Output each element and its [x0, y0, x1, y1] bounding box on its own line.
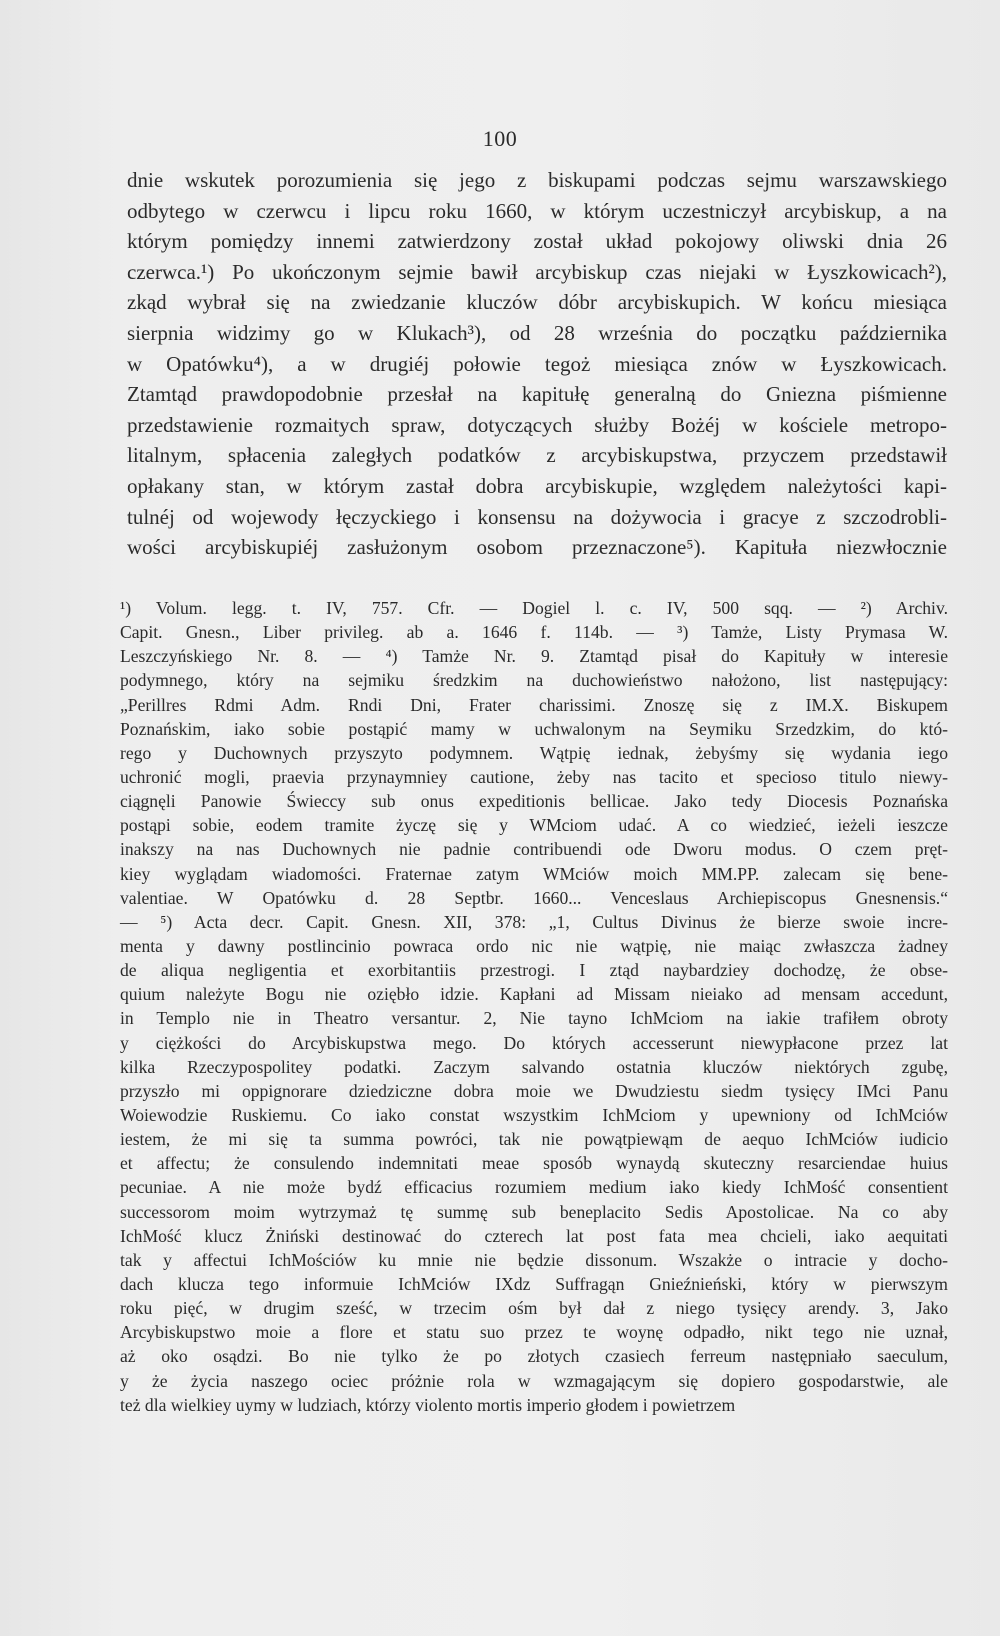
body-line: sierpnia widzimy go w Klukach³), od 28 września do początku października	[127, 320, 947, 345]
footnote-line: aż oko osądzi. Bo nie tylko że po złotych czasiech ferreum następniało saeculum,	[120, 1346, 948, 1367]
footnote-line: pecuniae. A nie może bydź efficacius rozumiem medium iako kiedy IchMość consentient	[120, 1177, 948, 1198]
footnote-line: quium należyte Bogu nie oziębło idzie. Kapłani ad Missam nieiako ad mensam accedunt,	[120, 984, 948, 1005]
footnote-line: — ⁵) Acta decr. Capit. Gnesn. XII, 378: „1, Cultus Divinus że bierze swoie incre-	[120, 911, 948, 932]
footnote-line: ¹) Volum. legg. t. IV, 757. Cfr. — Dogiel l. c. IV, 500 sqq. — ²) Archiv.	[120, 598, 948, 618]
footnote-line: dach klucza tego informuie IchMciów IXdz Suffragąn Gnieźnieński, który w pierwszym	[120, 1273, 948, 1294]
footnote-line: iestem, że mi się ta summa powróci, tak nie powątpiewąm de aequo IchMciów iudicio	[120, 1129, 948, 1150]
footnote-line: y ciężkości do Arcybiskupstwa mego. Do których accesserunt niewypłacone przez lat	[120, 1032, 948, 1053]
footnote-line: et affectu; że consulendo indemnitati meae sposób wynaydą skuteczny resarciendae huius	[120, 1153, 948, 1174]
main-text-block	[127, 165, 947, 563]
body-line: litalnym, spłacenia zaległych podatków z arcybiskupstwa, przyczem przedstawił	[127, 443, 947, 468]
body-line: w Opatówku⁴), a w drugiéj połowie tegoż miesiąca znów w Łyszkowicach.	[127, 351, 947, 376]
footnote-line: de aliqua negligentia et exorbitantiis przestrogi. I ztąd naybardziey dochodzę, że obse-	[120, 960, 948, 981]
body-line: dnie wskutek porozumienia się jego z biskupami podczas sejmu warszawskiego	[127, 168, 947, 192]
footnote-line: kiey wyglądam wiadomości. Fraternae zatym WMciów moich MM.PP. zalecam się bene-	[120, 863, 948, 884]
body-line: opłakany stan, w którym zastał dobra arcybiskupie, względem należytości kapi-	[127, 473, 947, 498]
footnote-line: postąpi sobie, eodem tramite życzę się y WMciom udać. A co wiedzieć, ieżeli ieszcze	[120, 815, 948, 836]
body-line: odbytego w czerwcu i lipcu roku 1660, w którym uczestniczył arcybiskup, a na	[127, 198, 947, 223]
footnote-line: Arcybiskupstwo moie a flore et statu suo przez te woynę odpadło, nikt tego nie uznał,	[120, 1322, 948, 1343]
footnote-line: inakszy na nas Duchownych nie padnie contribuendi ode Dworu modus. O czem pręt-	[120, 839, 948, 860]
footnote-line: rego y Duchownych przyszyto podymnem. Wątpię iednak, żebyśmy się wydania iego	[120, 742, 948, 763]
body-line: którym pomiędzy innemi zatwierdzony został układ pokojowy oliwski dnia 26	[127, 229, 947, 254]
body-line: zkąd wybrał się na zwiedzanie kluczów dóbr arcybiskupich. W końcu miesiąca	[127, 290, 947, 315]
footnote-line: Leszczyńskiego Nr. 8. — ⁴) Tamże Nr. 9. Ztamtąd pisał do Kapituły w interesie	[120, 646, 948, 667]
footnote-line: IchMość klucz Żniński destinować do czterech lat post fata mea chcieli, iako aequitati	[120, 1225, 948, 1246]
footnote-line: roku pięć, w drugim sześć, w trzecim ośm był dał z niego tysięcy arendy. 3, Jako	[120, 1298, 948, 1319]
body-line: wości arcybiskupiéj zasłużonym osobom przeznaczone⁵). Kapituła niezwłocznie	[127, 535, 947, 560]
footnote-line: y że życia naszego ociec próżnie rola w wzmagającym się dopiero gospodarstwie, ale	[120, 1370, 948, 1391]
footnote-line: też dla wielkiey uymy w ludziach, którzy violento mortis imperio głodem i powietrzem	[120, 1394, 736, 1415]
footnote-line: Woiewodzie Ruskiemu. Co iako constat wszystkim IchMciom y upewniony od IchMciów	[120, 1104, 948, 1125]
footnote-line: uchronić mogli, praevia przynaymniey cautione, żeby nas tacito et specioso titulo niewy-	[120, 766, 948, 787]
footnote-line: Poznańskim, iako sobie postąpić mamy w uchwalonym na Seymiku Srzedzkim, do któ-	[120, 718, 948, 739]
footnote-line: tak y affectui IchMościów ku mnie nie będzie dissonum. Wszakże o intracie y docho-	[120, 1249, 948, 1270]
body-line: przedstawienie rozmaitych spraw, dotyczących służby Bożéj w kościele metropo-	[127, 412, 947, 437]
footnote-line: „Perillres Rdmi Adm. Rndi Dni, Frater charissimi. Znoszę się z IM.X. Biskupem	[120, 694, 948, 715]
footnote-line: kilka Rzeczypospolitey podatki. Zaczym salvando ostatnia kluczów niektórych zgubę,	[120, 1056, 948, 1077]
footnote-line: Capit. Gnesn., Liber privileg. ab a. 1646 f. 114b. — ³) Tamże, Listy Prymasa W.	[120, 622, 948, 643]
footnote-line: ciągnęli Panowie Świeccy sub onus expeditionis bellicae. Jako tedy Diocesis Poznańska	[120, 791, 948, 812]
footnote-line: successorom moim wytrzymaż tę summę sub beneplacito Sedis Apostolicae. Na co aby	[120, 1201, 948, 1222]
footnote-line: valentiae. W Opatówku d. 28 Septbr. 1660... Venceslaus Archiepiscopus Gnesnensis.“	[120, 887, 948, 908]
footnote-line: przyszło mi oppignorare dziedziczne dobra moie we Dwudziestu siedm tysięcy IMci Panu	[120, 1080, 948, 1101]
footnote-line: podymnego, który na sejmiku średzkim na duchowieństwo nałożono, list następujący:	[120, 670, 948, 691]
page-number: 100	[482, 126, 518, 151]
body-line: Ztamtąd prawdopodobnie przesłał na kapitułę generalną do Gniezna piśmienne	[127, 382, 947, 407]
footnotes-block	[120, 596, 948, 1417]
body-line: tulnéj od wojewody łęczyckiego i konsensu na dożywocia i gracye z szczodrobli-	[127, 504, 947, 529]
footnote-line: in Templo nie in Theatro versantur. 2, Nie tayno IchMciom na iakie trafiłem obroty	[120, 1008, 948, 1029]
body-line: czerwca.¹) Po ukończonym sejmie bawił arcybiskup czas niejaki w Łyszkowicach²),	[127, 259, 947, 284]
footnote-line: menta y dawny postlincinio powraca ordo nic nie wątpię, nie maiąc zwłaszcza żadney	[120, 935, 948, 956]
